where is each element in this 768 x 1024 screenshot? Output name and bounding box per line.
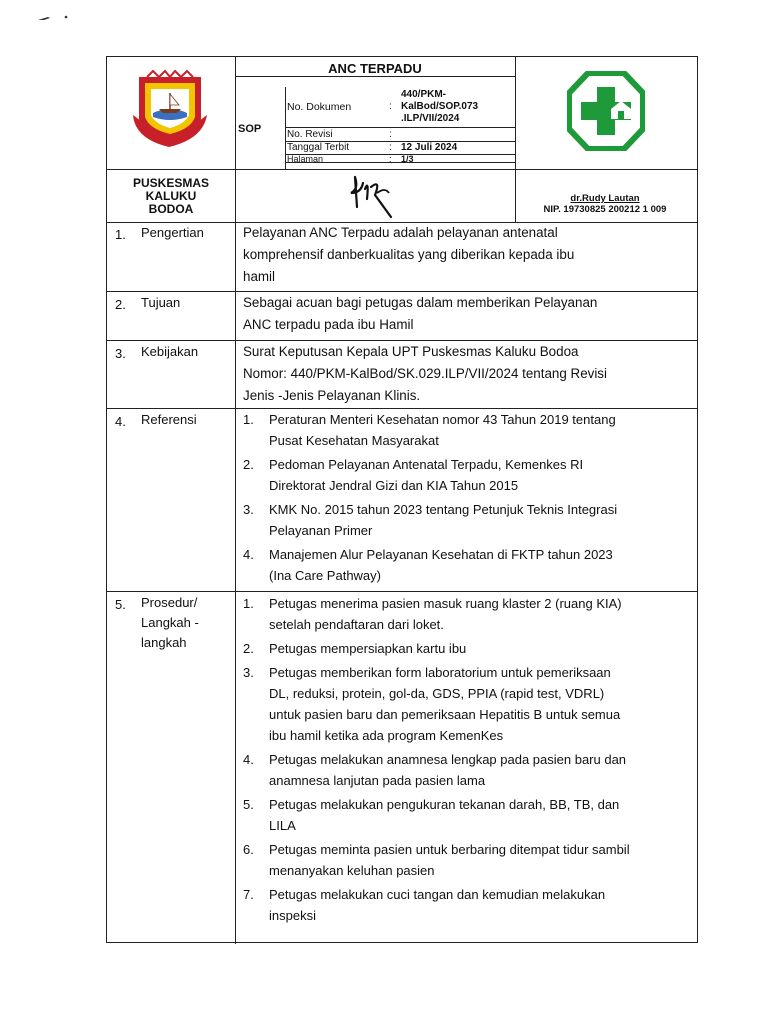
list-item-text: KMK No. 2015 tahun 2023 tentang Petunjuk Teknis Integrasi: [269, 502, 618, 517]
text-line: komprehensif danberkualitas yang diberikan kepada ibu: [243, 247, 575, 262]
list-item: [243, 544, 695, 586]
list-item-text: inspeksi: [269, 908, 316, 923]
section-label-kebijakan: Kebijakan: [141, 344, 199, 359]
list-item-text: DL, reduksi, protein, gol-da, GDS, PPIA (rapid test, VDRL): [269, 686, 605, 701]
section-label-referensi: Referensi: [141, 412, 197, 427]
list-item-text: Direktorat Jendral Gizi dan KIA Tahun 2015: [269, 478, 519, 493]
list-item-number: 3.: [243, 502, 254, 517]
procedure-list: [243, 593, 695, 929]
section-number: 5.: [115, 597, 126, 612]
list-item: [243, 884, 695, 926]
divider: [107, 591, 697, 592]
organization-name-line: KALUKU: [145, 189, 197, 203]
field-separator: :: [389, 101, 392, 112]
list-item-text: Manajemen Alur Pelayanan Kesehatan di FKTP tahun 2023: [269, 547, 613, 562]
section-label-line: Langkah -: [141, 615, 199, 630]
head-of-center-nip: NIP. 19730825 200212 1 009: [543, 204, 667, 215]
list-item-text: setelah pendaftaran dari loket.: [269, 617, 444, 632]
sop-label: SOP: [238, 123, 262, 135]
field-value-no-dokumen-line2: KalBod/SOP.073: [401, 101, 479, 112]
list-item-text: Petugas memberikan form laboratorium untuk pemeriksaan: [269, 665, 611, 680]
list-item-text: Pedoman Pelayanan Antenatal Terpadu, Kemenkes RI: [269, 457, 584, 472]
document-title: ANC TERPADU: [328, 61, 422, 76]
list-item: [243, 454, 695, 496]
divider: [285, 87, 286, 169]
list-item: [243, 409, 695, 451]
organization-name-line: PUSKESMAS: [132, 176, 209, 190]
field-value-no-dokumen-line3: .ILP/VII/2024: [401, 113, 460, 124]
list-item-number: 4.: [243, 547, 254, 562]
list-item: [243, 638, 695, 659]
list-item-number: 1.: [243, 412, 254, 427]
field-label-halaman: Halaman: [287, 154, 324, 164]
section-content-kebijakan: [243, 341, 691, 407]
list-item-text: Petugas mempersiapkan kartu ibu: [269, 641, 467, 656]
list-item-number: 3.: [243, 665, 254, 680]
section-label-prosedur: [141, 593, 199, 653]
list-item-text: Petugas melakukan pengukuran tekanan darah, BB, TB, dan: [269, 797, 620, 812]
text-line: Pelayanan ANC Terpadu adalah pelayanan antenatal: [243, 225, 558, 240]
list-item-text: Petugas meminta pasien untuk berbaring ditempat tidur sambil: [269, 842, 630, 857]
list-item-text: Petugas melakukan anamnesa lengkap pada pasien baru dan: [269, 752, 627, 767]
text-line: hamil: [243, 269, 275, 284]
field-label-no-revisi: No. Revisi: [287, 129, 333, 140]
list-item: [243, 499, 695, 541]
list-item: [243, 794, 695, 836]
divider: [235, 76, 515, 77]
divider: [285, 127, 515, 128]
section-content-tujuan: [243, 292, 691, 336]
section-number: 3.: [115, 346, 126, 361]
list-item-text: LILA: [269, 818, 296, 833]
field-value-tanggal-terbit: 12 Juli 2024: [401, 142, 458, 153]
text-line: Surat Keputusan Kepala UPT Puskesmas Kaluku Bodoa: [243, 344, 579, 359]
divider: [107, 169, 697, 170]
list-item-text: untuk pasien baru dan pemeriksaan Hepatitis B untuk semua: [269, 707, 621, 722]
section-label-line: Prosedur/: [141, 595, 198, 610]
field-separator: :: [389, 142, 392, 153]
field-separator: :: [389, 154, 392, 164]
organization-name: [107, 177, 235, 216]
section-number: 4.: [115, 414, 126, 429]
text-line: ANC terpadu pada ibu Hamil: [243, 317, 414, 332]
field-value-halaman: 1/3: [401, 154, 414, 164]
list-item-text: (Ina Care Pathway): [269, 568, 381, 583]
city-emblem-icon: [129, 69, 211, 151]
list-item-text: menanyakan keluhan pasien: [269, 863, 435, 878]
list-item: [243, 749, 695, 791]
list-item-number: 2.: [243, 457, 254, 472]
list-item-text: Petugas menerima pasien masuk ruang klaster 2 (ruang KIA): [269, 596, 622, 611]
list-item: [243, 662, 695, 746]
list-item: [243, 593, 695, 635]
list-item-text: ibu hamil ketika ada program KemenKes: [269, 728, 504, 743]
divider: [235, 57, 236, 944]
list-item-text: Pelayanan Primer: [269, 523, 373, 538]
text-line: Nomor: 440/PKM-KalBod/SK.029.ILP/VII/2024 tentang Revisi: [243, 366, 607, 381]
field-separator: :: [389, 129, 392, 140]
organization-name-line: BODOA: [148, 202, 194, 216]
reference-list: [243, 409, 695, 589]
head-of-center-name: dr.Rudy Lautan: [570, 193, 640, 204]
field-label-no-dokumen: No. Dokumen: [287, 101, 352, 113]
list-item-number: 1.: [243, 596, 254, 611]
section-label-line: langkah: [141, 635, 187, 650]
list-item-number: 2.: [243, 641, 254, 656]
scan-artifact: [36, 14, 72, 22]
signature-icon: [345, 169, 401, 221]
field-value-no-dokumen-line1: 440/PKM-: [401, 89, 447, 100]
text-line: Jenis -Jenis Pelayanan Klinis.: [243, 388, 421, 403]
field-label-tanggal-terbit: Tanggal Terbit: [287, 142, 350, 153]
text-line: Sebagai acuan bagi petugas dalam memberikan Pelayanan: [243, 295, 598, 310]
section-number: 2.: [115, 297, 126, 312]
list-item: [243, 839, 695, 881]
list-item-text: Peraturan Menteri Kesehatan nomor 43 Tahun 2019 tentang: [269, 412, 616, 427]
section-number: 1.: [115, 227, 126, 242]
list-item-text: anamnesa lanjutan pada pasien lama: [269, 773, 486, 788]
list-item-number: 6.: [243, 842, 254, 857]
section-label-tujuan: Tujuan: [141, 295, 181, 310]
list-item-text: Petugas melakukan cuci tangan dan kemudian melakukan: [269, 887, 606, 902]
list-item-number: 7.: [243, 887, 254, 902]
puskesmas-logo-icon: [567, 71, 645, 151]
section-content-pengertian: [243, 222, 691, 288]
list-item-number: 4.: [243, 752, 254, 767]
list-item-number: 5.: [243, 797, 254, 812]
sop-document-frame: [106, 56, 698, 943]
list-item-text: Pusat Kesehatan Masyarakat: [269, 433, 439, 448]
section-label-pengertian: Pengertian: [141, 225, 204, 240]
